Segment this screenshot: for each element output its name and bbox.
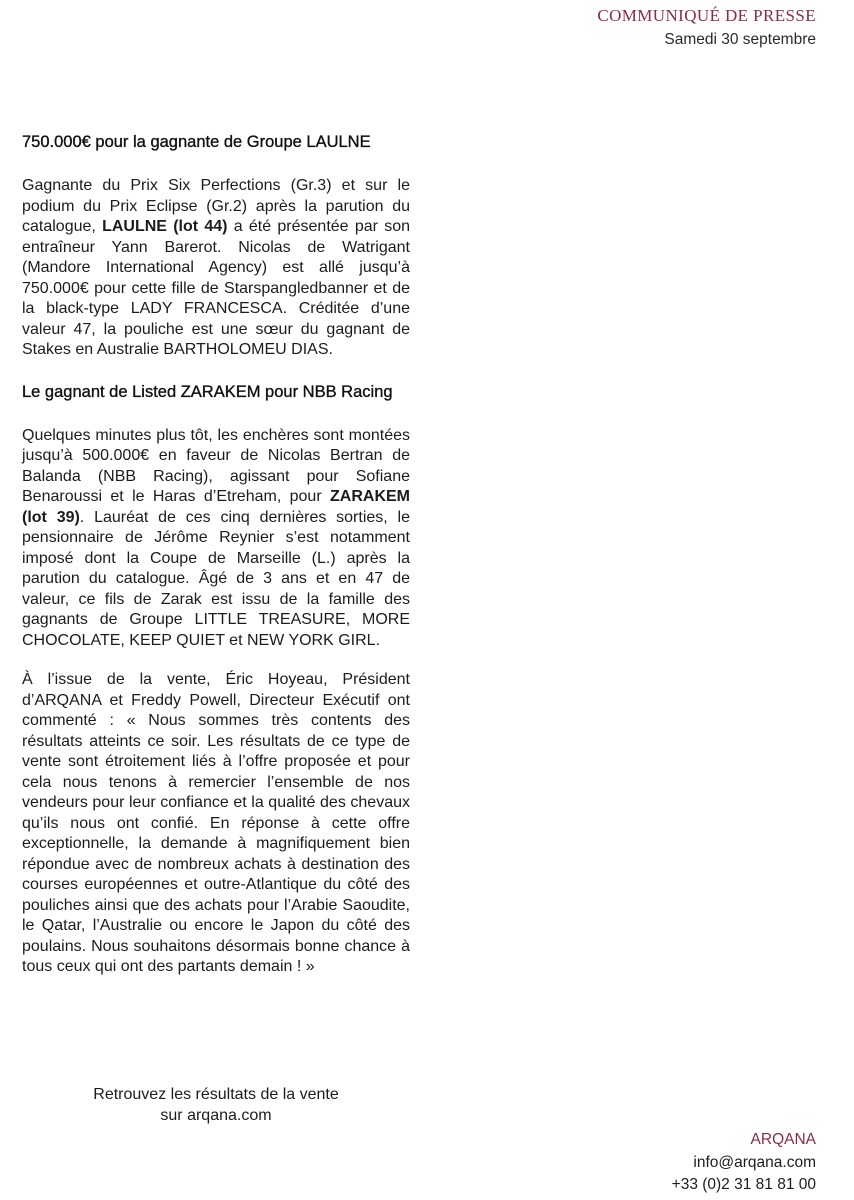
paragraph-text: Gagnante du Prix Six Perfections (Gr.3) et sur le podium du Prix Eclipse (Gr.2) après la parution du catalogue, [22,177,410,235]
paragraph-text: a été présentée par son entraîneur Yann Barerot. Nicolas de Watrigant (Mandore International Agency) est allé jusqu’à 750.000€ pour cette fille de Starspangledbanner et de la black-type LADY FRANCESCA. Créditée d’une valeur 47, la pouliche est une sœur du gagnant de Stakes en Australie BARTHOLOMEU DIAS. [22,218,411,358]
paragraph-quote: À l’issue de la vente, Éric Hoyeau, Président d’ARQANA et Freddy Powell, Directeur Exécutif ont commenté : « Nous sommes très contents des résultats atteints ce soir. Les résultats de ce type de vente sont étroitement liés à l’offre proposée et pour cela nous tenons à remercier l’ensemble de nos vendeurs pour leur confiance et la qualité des chevaux qu’ils nous ont confié. En réponse à cette offre exceptionnelle, la demande à magnifiquement bien répondue avec de nombreux achats à destination des courses européennes et outre-Atlantique du côté des pouliches ainsi que des achats pour l’Arabie Saoudite, le Qatar, l’Australie ou encore le Japon du côté des poulains. Nous souhaitons désormais bonne chance à tous ceux qui ont des partants demain ! » [22,671,410,975]
contact-phone[interactable]: +33 (0)2 31 81 81 00 [671,1176,816,1193]
section-heading-zarakem: Le gagnant de Listed ZARAKEM pour NBB Racing [22,382,393,401]
lot-name-highlight: ZARAKEM (lot 39) [22,488,410,526]
contact-block [672,1129,816,1197]
article-body [22,130,410,978]
contact-email[interactable]: info@arqana.com [693,1153,816,1171]
company-name: ARQANA [750,1131,816,1148]
document-type-title: COMMUNIQUÉ DE PRESSE [597,6,816,25]
section-heading-laulne: 750.000€ pour la gagnante de Groupe LAULNE [22,133,371,151]
paragraph-text: Quelques minutes plus tôt, les enchères sont montées jusqu’à 500.000€ en faveur de Nicolas Bertran de Balanda (NBB Racing), agissant pour Sofiane Benaroussi et le Haras d’Etreham, pour [22,426,410,505]
paragraph-zarakem [22,426,410,652]
results-line-2[interactable]: sur arqana.com [160,1106,272,1124]
press-release-header [597,6,816,50]
results-link-note [22,1085,410,1126]
lot-name-highlight: LAULNE (lot 44) [102,218,228,235]
paragraph-laulne [22,176,410,361]
paragraph-text: . Lauréat de ces cinq dernières sorties, le pensionnaire de Jérôme Reynier s’est notamment imposé dont la Coupe de Marseille (L.) après la parution du catalogue. Âgé de 3 ans et en 47 de valeur, ce fils de Zarak est issu de la famille des gagnants de Groupe LITTLE TREASURE, MORE CHOCOLATE, KEEP QUIET et NEW YORK GIRL. [22,508,410,649]
release-date: Samedi 30 septembre [664,31,816,48]
results-line-1: Retrouvez les résultats de la vente [93,1086,339,1103]
